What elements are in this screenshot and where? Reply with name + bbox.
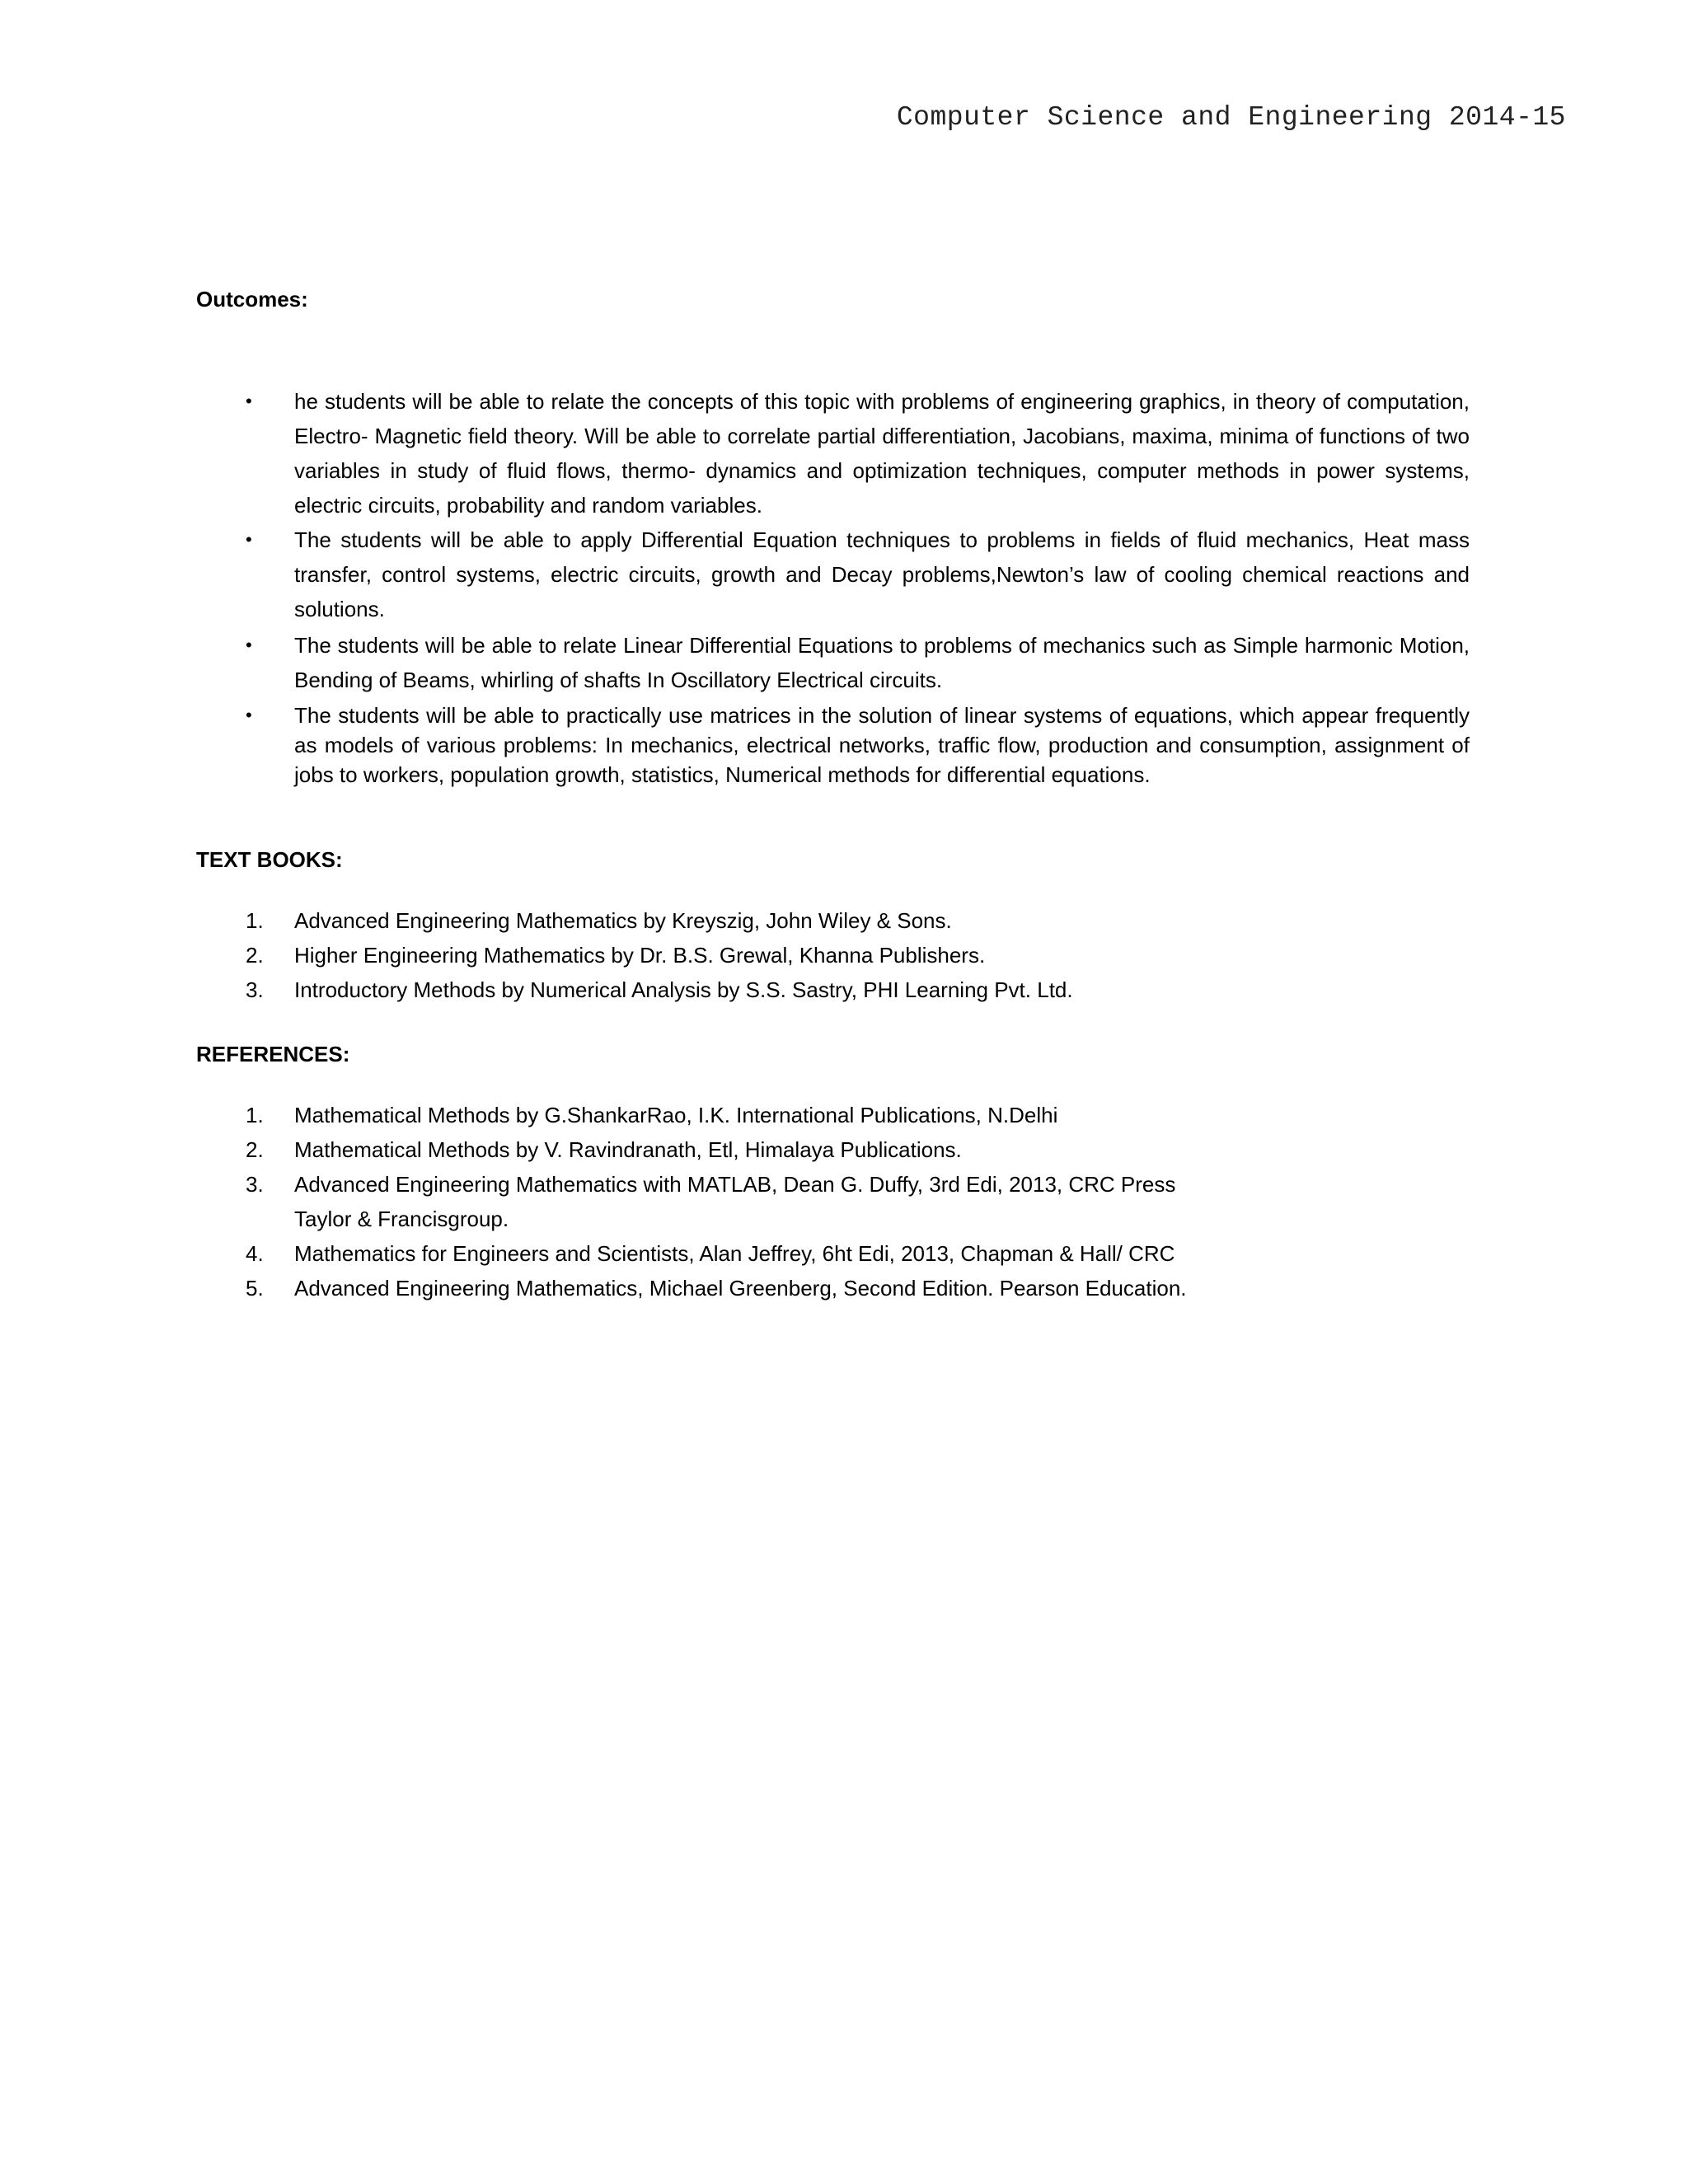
list-number: 2. <box>246 943 264 968</box>
bullet-icon: • <box>246 391 252 411</box>
list-item-text: Mathematics for Engineers and Scientists, Alan Jeffrey, 6ht Edi, 2013, Chapman & Hall/ CRC <box>294 1241 1175 1266</box>
list-number: 4. <box>246 1241 264 1266</box>
list-item <box>196 972 1470 1007</box>
outcome-text: The students will be able to relate Linear Differential Equations to problems of mechanics such as Simple harmonic Motion, Bending of Beams, whirling of shafts In Oscillatory Electrical circuits. <box>294 633 1470 692</box>
references-list <box>196 1098 1470 1305</box>
list-item-text: Higher Engineering Mathematics by Dr. B.S. Grewal, Khanna Publishers. <box>294 943 986 968</box>
references-heading: REFERENCES: <box>196 1042 350 1066</box>
list-item <box>196 903 1470 938</box>
outcomes-list <box>196 349 1470 790</box>
list-number: 2. <box>246 1137 264 1162</box>
list-item <box>196 1167 1470 1236</box>
outcome-item <box>196 523 1470 626</box>
outcome-text: he students will be able to relate the concepts of this topic with problems of engineering graphics, in theory of computation, Electro- Magnetic field theory. Will be able to correlate partial differentiation, Jacobians, maxima, minima of functions of two variables in study of fluid flows, thermo- dynamics and optimization techniques, computer methods in power systems, electric circuits, probability and random variables. <box>294 389 1470 518</box>
list-item <box>196 938 1470 972</box>
list-item <box>196 1132 1470 1167</box>
list-number: 3. <box>246 977 264 1002</box>
outcomes-heading: Outcomes: <box>196 287 308 312</box>
text-books-list <box>196 903 1470 1007</box>
bullet-icon: • <box>246 705 252 725</box>
page-header: Computer Science and Engineering 2014-15 <box>896 102 1566 133</box>
text-books-heading: TEXT BOOKS: <box>196 847 343 872</box>
list-number: 1. <box>246 1103 264 1127</box>
outcome-item <box>196 628 1470 697</box>
outcome-item <box>196 384 1470 523</box>
list-item-text: Introductory Methods by Numerical Analysis by S.S. Sastry, PHI Learning Pvt. Ltd. <box>294 977 1073 1002</box>
list-item <box>196 1098 1470 1132</box>
list-item <box>196 1271 1470 1305</box>
list-item-text: Advanced Engineering Mathematics with MATLAB, Dean G. Duffy, 3rd Edi, 2013, CRC Press Taylor & Francisgroup. <box>294 1172 1176 1231</box>
list-item-text: Mathematical Methods by V. Ravindranath, Etl, Himalaya Publications. <box>294 1137 962 1162</box>
outcome-item <box>196 701 1470 790</box>
list-item-text: Advanced Engineering Mathematics by Kreyszig, John Wiley & Sons. <box>294 908 952 933</box>
list-number: 3. <box>246 1172 264 1197</box>
outcome-text: The students will be able to practically use matrices in the solution of linear systems of equations, which appear frequently as models of various problems: In mechanics, electrical networks, traffic flow, production and consumption, assignment of jobs to workers, population growth, statistics, Numerical methods for differential equations. <box>294 703 1470 787</box>
list-item <box>196 1236 1470 1271</box>
bullet-icon: • <box>246 635 252 655</box>
bullet-icon: • <box>246 529 252 550</box>
list-number: 5. <box>246 1276 264 1301</box>
list-item-text: Mathematical Methods by G.ShankarRao, I.K. International Publications, N.Delhi <box>294 1103 1058 1127</box>
list-number: 1. <box>246 908 264 933</box>
outcome-text: The students will be able to apply Differential Equation techniques to problems in fields of fluid mechanics, Heat mass transfer, control systems, electric circuits, growth and Decay problems,Newton’s law of cooling chemical reactions and solutions. <box>294 527 1470 621</box>
list-item-text: Advanced Engineering Mathematics, Michael Greenberg, Second Edition. Pearson Education. <box>294 1276 1187 1301</box>
